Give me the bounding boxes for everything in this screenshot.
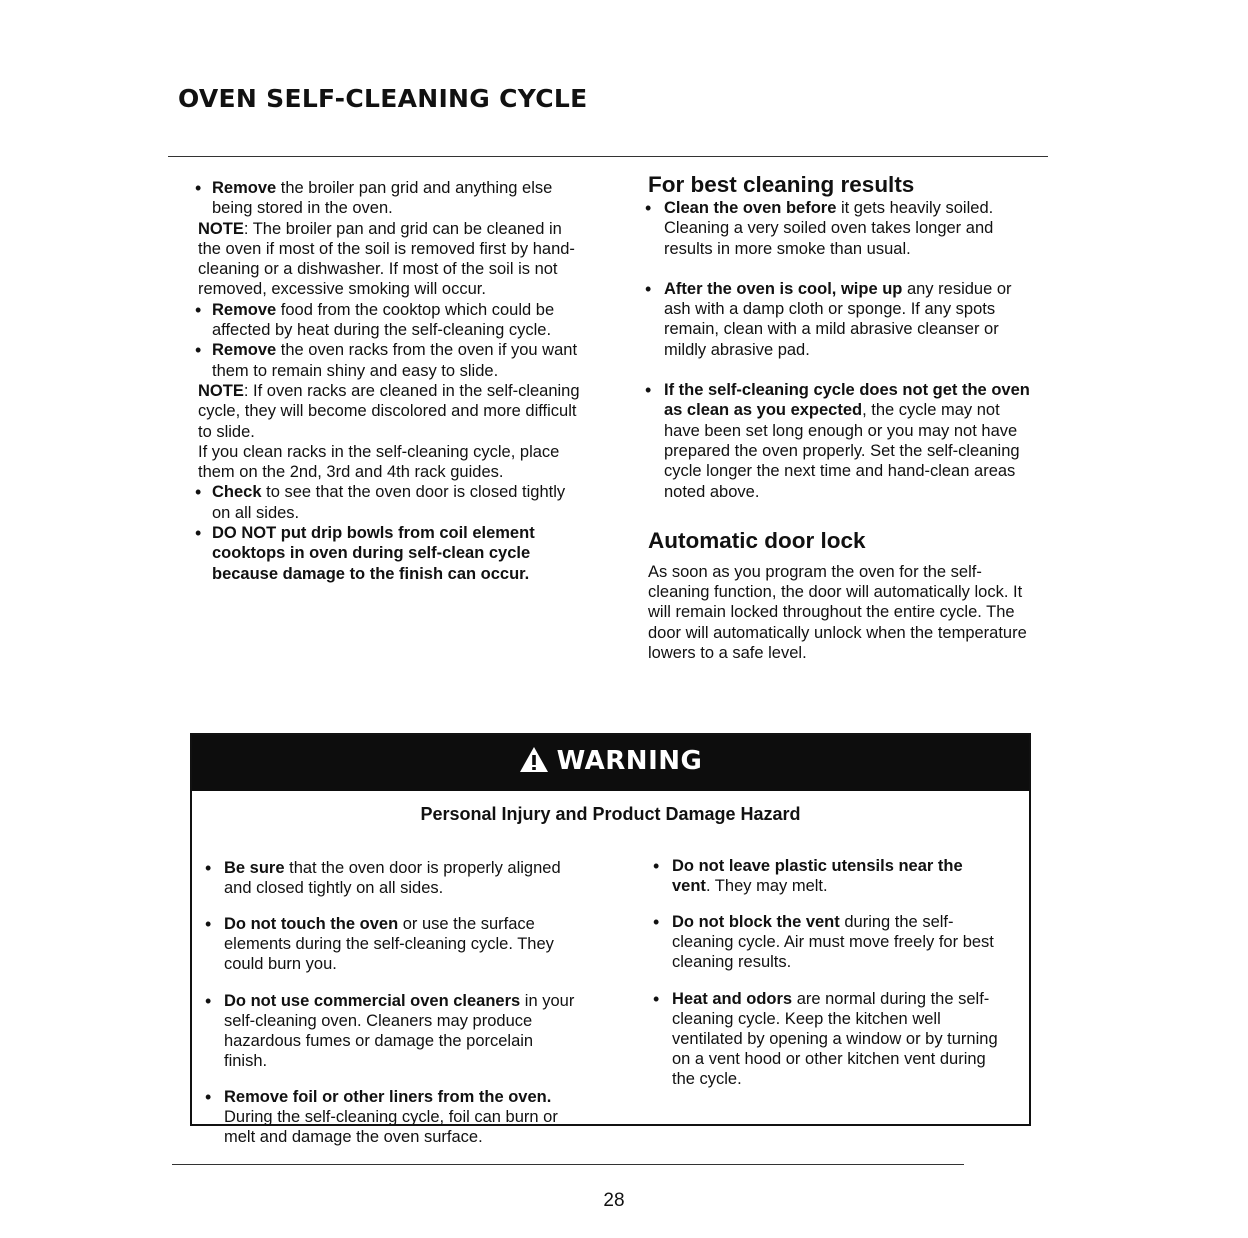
warning-right-column: [656, 839, 1001, 1099]
note: NOTE: The broiler pan and grid can be cleaned in the oven if most of the soil is removed first by hand-cleaning or a dishwasher. If most of the soil is not removed, excessive smoking will occur.: [198, 219, 575, 299]
list-item: • Remove food from the cooktop which could be affected by heat during the self-cleaning cycle.: [198, 300, 583, 341]
page-title: OVEN SELF-CLEANING CYCLE: [178, 84, 588, 113]
paragraph: If you clean racks in the self-cleaning cycle, place them on the 2nd, 3rd and 4th rack guides.: [198, 442, 560, 482]
warning-title: [192, 746, 1029, 776]
warning-subtitle: Personal Injury and Product Damage Hazard: [420, 804, 801, 824]
list-item: • Remove foil or other liners from the oven. During the self-cleaning cycle, foil can burn or melt and damage the oven surface.: [208, 1087, 578, 1147]
right-column: [648, 172, 1033, 663]
top-divider: [168, 156, 1048, 157]
list-item: • DO NOT put drip bowls from coil element cooktops in oven during self-clean cycle because damage to the finish can occur.: [198, 523, 583, 584]
list-item: • Do not use commercial oven cleaners in your self-cleaning oven. Cleaners may produce hazardous fumes or damage the porcelain finish.: [208, 991, 578, 1071]
paragraph: As soon as you program the oven for the self-cleaning function, the door will automatically lock. It will remain locked throughout the entire cycle. The door will automatically unlock when the temperature lowers to a safe level.: [648, 562, 1027, 663]
list-item: • Be sure that the oven door is properly aligned and closed tightly on all sides.: [208, 858, 578, 898]
warning-left-column: [208, 841, 578, 1157]
list-item: • After the oven is cool, wipe up any residue or ash with a damp cloth or sponge. If any spots remain, clean with a mild abrasive cleanser or mildly abrasive pad.: [648, 279, 1033, 360]
warning-title-text: WARNING: [556, 746, 703, 776]
warning-triangle-icon: [519, 746, 549, 773]
page-number: 28: [603, 1190, 625, 1211]
list-item: • Do not leave plastic utensils near the vent. They may melt.: [656, 856, 1001, 896]
warning-box: [190, 733, 1031, 1146]
list-item: • Heat and odors are normal during the self-cleaning cycle. Keep the kitchen well ventilated by opening a window or by turning on a vent hood or other kitchen vent during the cycle.: [656, 989, 1001, 1089]
list-item: • If the self-cleaning cycle does not get the oven as clean as you expected, the cycle may not have been set long enough or you may not have prepared the oven properly. Set the self-cleaning cycle longer the next time and hand-clean areas noted above.: [648, 380, 1033, 502]
list-item: • Check to see that the oven door is closed tightly on all sides.: [198, 482, 583, 523]
list-item: • Do not touch the oven or use the surface elements during the self-cleaning cycle. They could burn you.: [208, 914, 578, 974]
section-heading: Automatic door lock: [648, 527, 866, 553]
list-item: • Remove the oven racks from the oven if you want them to remain shiny and easy to slide.: [198, 340, 583, 381]
section-heading: For best cleaning results: [648, 172, 915, 197]
note: NOTE: If oven racks are cleaned in the self-cleaning cycle, they will become discolored and more difficult to slide.: [198, 381, 580, 441]
list-item: • Do not block the vent during the self-cleaning cycle. Air must move freely for best cleaning results.: [656, 912, 1001, 972]
bottom-divider: [172, 1164, 964, 1165]
list-item: • Clean the oven before it gets heavily soiled. Cleaning a very soiled oven takes longer and results in more smoke than usual.: [648, 198, 1033, 259]
left-column: [198, 178, 583, 584]
warning-banner: [192, 735, 1029, 791]
list-item: • Remove the broiler pan grid and anything else being stored in the oven.: [198, 178, 583, 219]
